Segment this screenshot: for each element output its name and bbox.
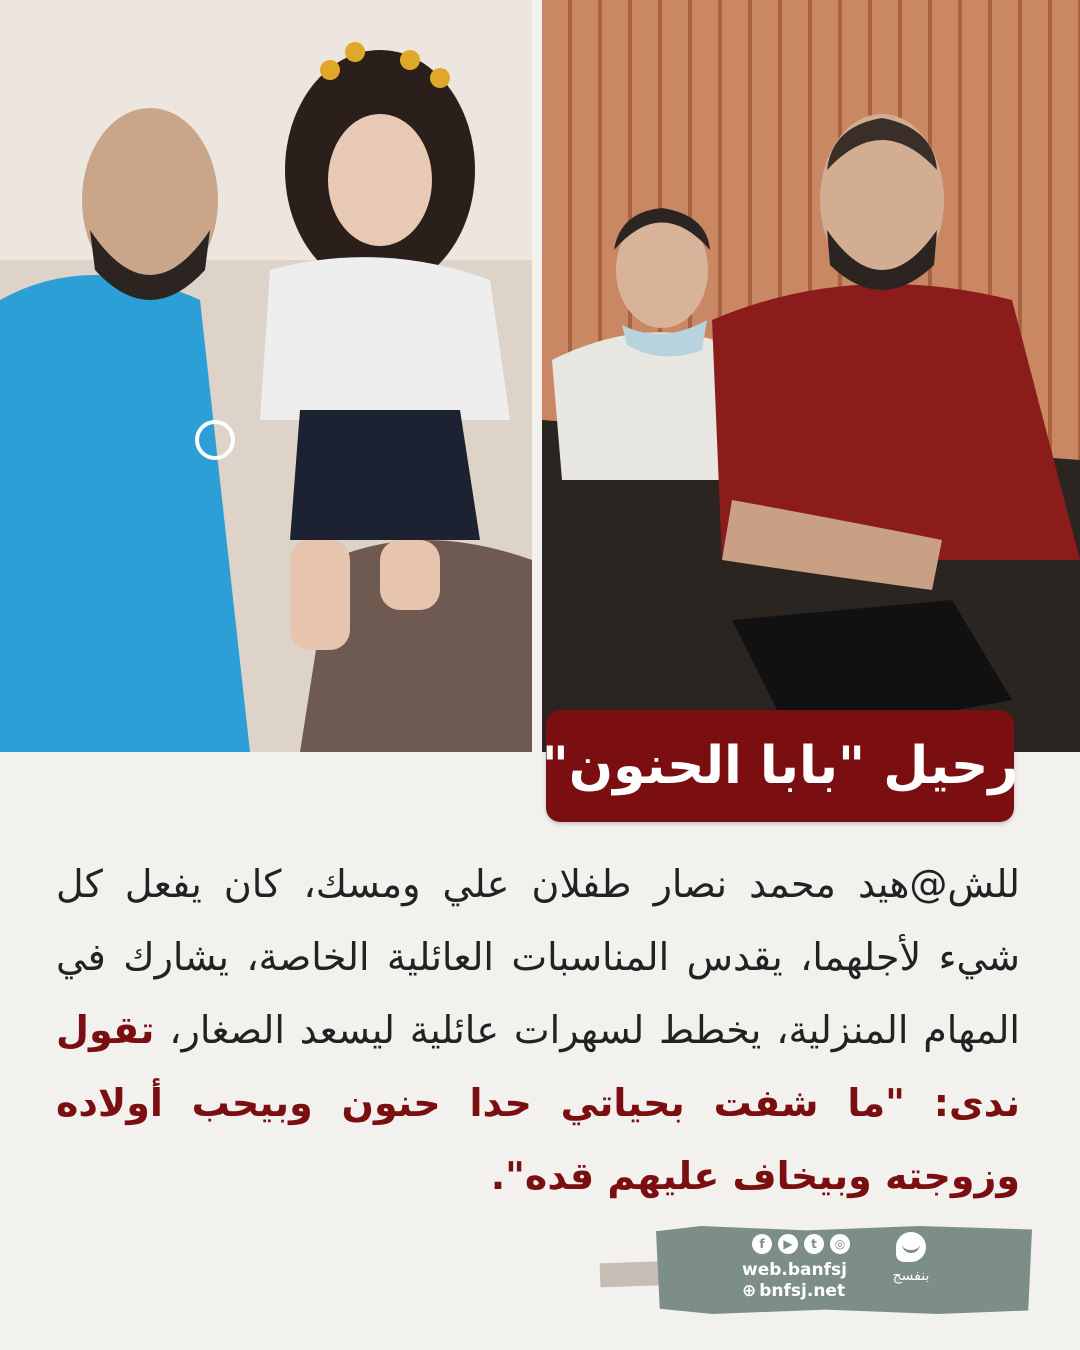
title-banner (541, 710, 1019, 822)
photo-father-son-illustration (542, 0, 1080, 752)
social-icons-row (746, 1234, 856, 1256)
logo-text: بنفسج (892, 1268, 930, 1284)
body-paragraph (56, 848, 1020, 1213)
facebook-icon[interactable]: f (752, 1234, 772, 1254)
brand-logo (870, 1232, 952, 1302)
photo-father-son (542, 0, 1080, 752)
website-link[interactable] (742, 1281, 845, 1301)
instagram-icon[interactable]: ◎ (830, 1234, 850, 1254)
twitter-icon[interactable]: t (804, 1234, 824, 1254)
body-text-plain: للش@هيد محمد نصار طفلان علي ومسك، كان يفعل كل شيء لأجلهما، يقدس المناسبات العائلية الخاصة، يشارك في المهام المنزلية، يخطط لسهرات عائلية ليسعد الصغار، (56, 862, 1020, 1052)
youtube-icon[interactable]: ▶ (778, 1234, 798, 1254)
website-label: bnfsj.net (759, 1281, 846, 1301)
body-text-quote: تقول ندى: "ما شفت بحياتي حدا حنون وبيحب أولاده وزوجته وبيخاف عليهم قده". (56, 1008, 1020, 1198)
logo-icon (896, 1232, 926, 1262)
photo-father-daughter-illustration (0, 0, 532, 752)
globe-icon: ⊕ (742, 1281, 757, 1301)
photo-father-daughter (0, 0, 532, 752)
social-handle[interactable]: web.banfsj (742, 1260, 847, 1280)
title-text: رحيل "بابا الحنون" (541, 736, 1019, 796)
